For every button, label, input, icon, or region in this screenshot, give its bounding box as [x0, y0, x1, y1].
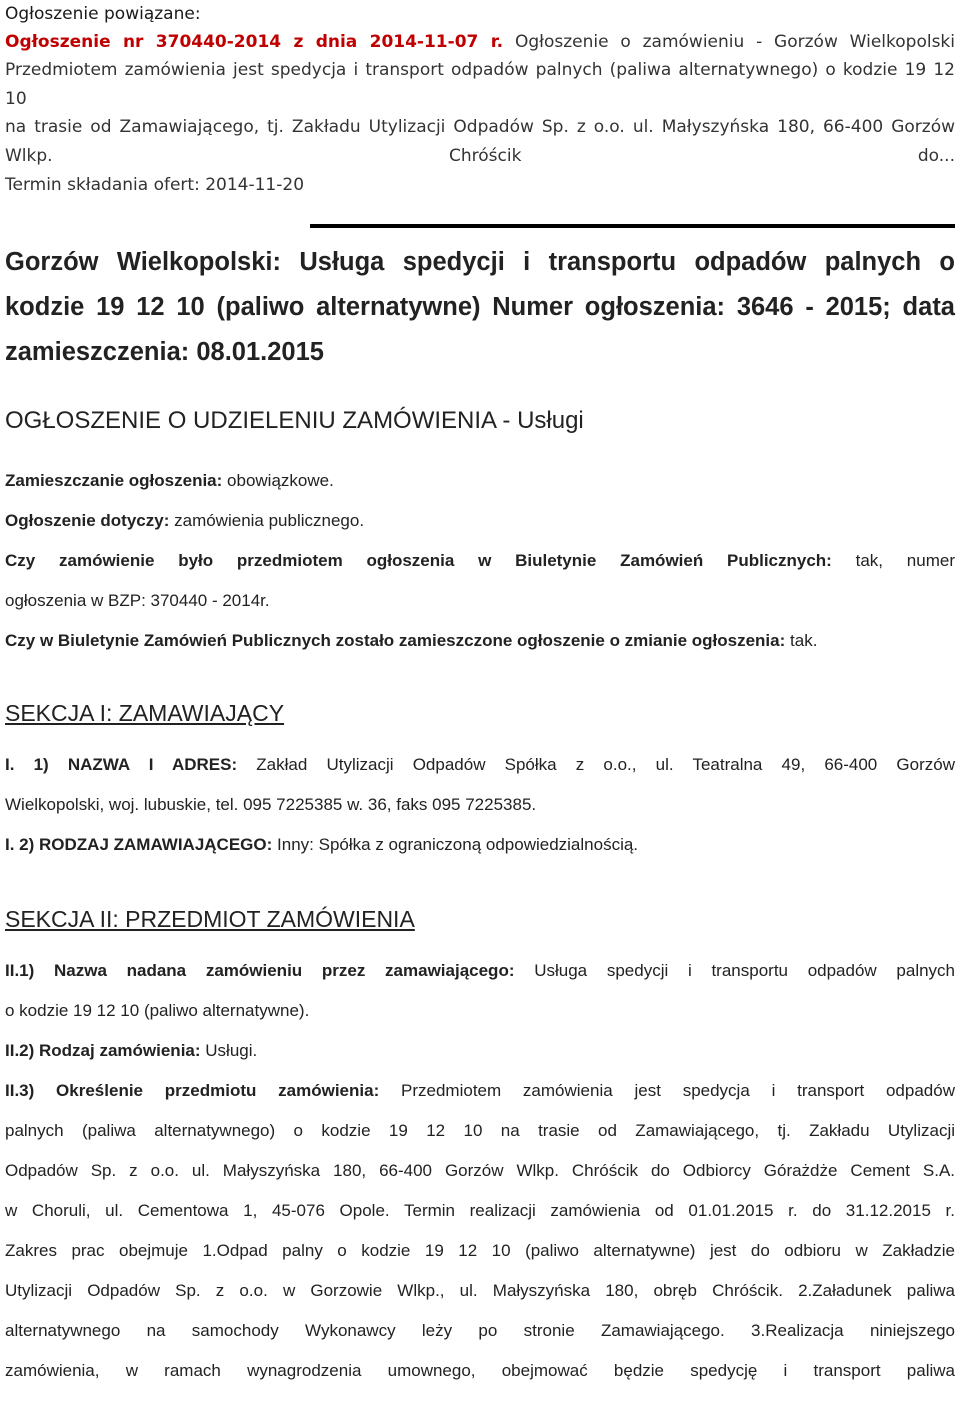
- field-change-value: tak.: [790, 631, 818, 651]
- contract-description-line: Odpadów Sp. z o.o. ul. Małyszyńska 180, 66-400 Gorzów Wlkp. Chróścik do Odbiorcy Górażdże Cement S.A.: [5, 1161, 955, 1181]
- contract-description-line: Utylizacji Odpadów Sp. z o.o. w Gorzowie Wlkp., ul. Małyszyńska 180, obręb Chróścik. 2.Załadunek paliwa: [5, 1281, 955, 1301]
- contract-description-line: Zakres prac obejmuje 1.Odpad palny o kodzie 19 12 10 (paliwo alternatywne) jest do odbioru w Zakładzie: [5, 1241, 955, 1261]
- field-bzp-value: tak, numer: [855, 551, 955, 571]
- notice-type-heading: OGŁOSZENIE O UDZIELENIU ZAMÓWIENIA - Usługi: [5, 407, 584, 435]
- field-change-label: Czy w Biuletynie Zamówień Publicznych zostało zamieszczone ogłoszenie o zmianie ogłoszenia:: [5, 631, 786, 651]
- contracting-authority-line2: Wielkopolski, woj. lubuskie, tel. 095 7225385 w. 36, faks 095 7225385.: [5, 795, 537, 815]
- related-summary-line2: Przedmiotem zamówienia jest spedycja i transport odpadów palnych (paliwa alternatywnego) o kodzie 19 12 10: [5, 60, 955, 109]
- contract-name: [5, 951, 955, 991]
- section-1-body: [5, 745, 955, 865]
- related-summary-line1: Ogłoszenie o zamówieniu - Gorzów Wielkopolski: [514, 32, 955, 52]
- contract-kind-label: II.2) Rodzaj zamówienia:: [5, 1041, 201, 1061]
- field-posting: [5, 461, 955, 501]
- field-bzp: [5, 541, 955, 581]
- contract-name-value: Usługa spedycji i transportu odpadów palnych: [534, 961, 956, 981]
- notice-page: [5, 0, 955, 1391]
- title-line-1: Gorzów Wielkopolski: Usługa spedycji i transportu odpadów palnych o: [5, 248, 955, 277]
- contract-description-line: palnych (paliwa alternatywnego) o kodzie 19 12 10 na trasie od Zamawiającego, tj. Zakładu Utylizacji: [5, 1121, 955, 1141]
- section-1-heading: SEKCJA I: ZAMAWIAJĄCY: [5, 700, 285, 727]
- related-deadline: Termin składania ofert: 2014-11-20: [5, 175, 305, 196]
- related-notice-link[interactable]: Ogłoszenie nr 370440-2014 z dnia 2014-11-07 r.: [5, 32, 504, 52]
- related-summary-line3: na trasie od Zamawiającego, tj. Zakładu Utylizacji Odpadów Sp. z o.o. ul. Małyszyńska 180, 66-400 Gorzów: [5, 117, 955, 138]
- field-posting-label: Zamieszczanie ogłoszenia:: [5, 471, 223, 491]
- field-concerns-label: Ogłoszenie dotyczy:: [5, 511, 170, 531]
- notice-fields: [5, 461, 955, 661]
- contracting-authority-line1: Zakład Utylizacji Odpadów Spółka z o.o., ul. Teatralna 49, 66-400 Gorzów: [256, 755, 955, 775]
- contracting-authority-address: [5, 745, 955, 785]
- field-change: [5, 621, 955, 661]
- contract-kind-value: Usługi.: [205, 1041, 258, 1061]
- related-notice-summary: [5, 28, 955, 170]
- contract-description-line: alternatywnego na samochody Wykonawcy leży po stronie Zamawiającego. 3.Realizacja niniejszego: [5, 1321, 955, 1341]
- contracting-authority-type-value: Inny: Spółka z ograniczoną odpowiedzialnością.: [277, 835, 639, 855]
- page-title: [5, 240, 955, 375]
- field-concerns: [5, 501, 955, 541]
- field-bzp-cont: ogłoszenia w BZP: 370440 - 2014r.: [5, 591, 270, 611]
- related-summary-line4: Wlkp. Chróścik do...: [5, 145, 955, 166]
- contract-description-line: w Choruli, ul. Cementowa 1, 45-076 Opole. Termin realizacji zamówienia od 01.01.2015 r. do 31.12.2015 r.: [5, 1201, 955, 1221]
- divider-rule: [310, 224, 955, 228]
- contracting-authority-type-label: I. 2) RODZAJ ZAMAWIAJĄCEGO:: [5, 835, 273, 855]
- contract-description-line: zamówienia, w ramach wynagrodzenia umownego, obejmować będzie spedycję i transport paliwa: [5, 1361, 955, 1381]
- contract-name-label: II.1) Nazwa nadana zamówieniu przez zamawiającego:: [5, 961, 515, 981]
- contract-name-cont: o kodzie 19 12 10 (paliwo alternatywne).: [5, 1001, 310, 1021]
- field-posting-value: obowiązkowe.: [227, 471, 334, 491]
- contract-description: [5, 1071, 955, 1111]
- section-2-body: [5, 951, 955, 1391]
- field-concerns-value: zamówienia publicznego.: [174, 511, 365, 531]
- field-bzp-label: Czy zamówienie było przedmiotem ogłoszenia w Biuletynie Zamówień Publicznych:: [5, 551, 832, 571]
- contract-description-line: Przedmiotem zamówienia jest spedycja i transport odpadów: [401, 1081, 955, 1101]
- title-line-2: kodzie 19 12 10 (paliwo alternatywne) Numer ogłoszenia: 3646 - 2015; data: [5, 293, 955, 322]
- contracting-authority-label: I. 1) NAZWA I ADRES:: [5, 755, 238, 775]
- contracting-authority-type: [5, 825, 955, 865]
- contract-kind: [5, 1031, 955, 1071]
- contract-description-label: II.3) Określenie przedmiotu zamówienia:: [5, 1081, 380, 1101]
- section-2-heading: SEKCJA II: PRZEDMIOT ZAMÓWIENIA: [5, 906, 415, 933]
- title-line-3: zamieszczenia: 08.01.2015: [5, 338, 324, 367]
- related-notice-label: Ogłoszenie powiązane:: [5, 4, 201, 24]
- related-notice-box: [5, 0, 955, 200]
